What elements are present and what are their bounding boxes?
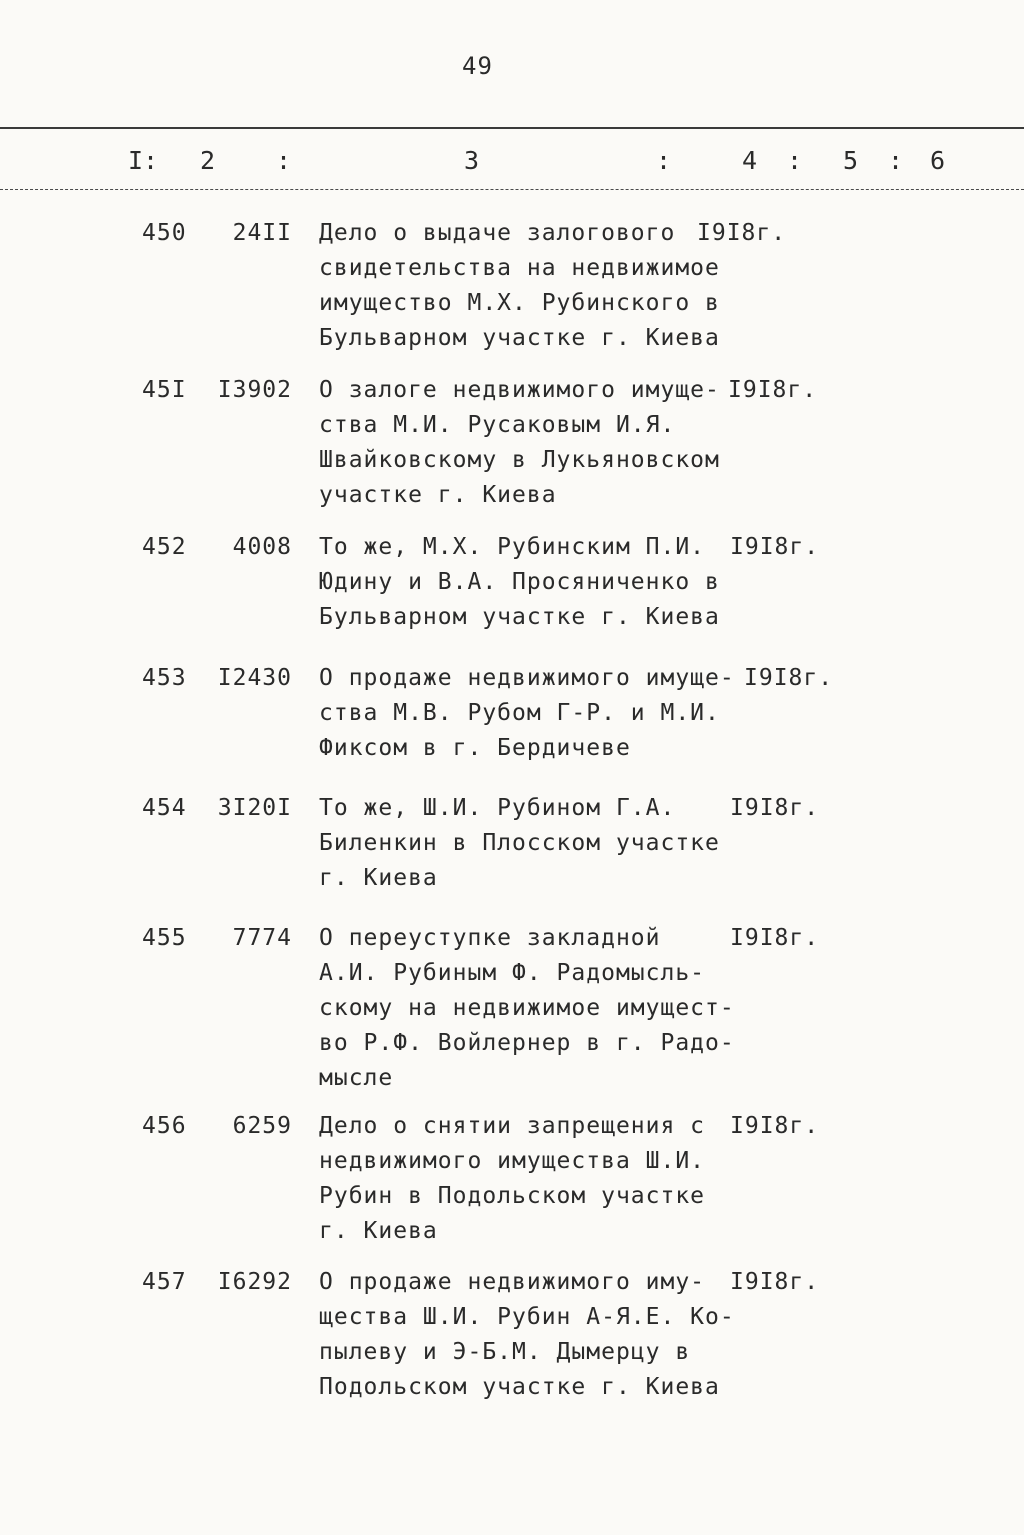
description-line: То же, М.Х. Рубинским П.И. [319, 534, 706, 560]
header-bottom-rule [0, 189, 1024, 190]
entry-number: 454 [142, 795, 187, 821]
entry-description [319, 1109, 739, 1249]
entry-year: I9I8г. [730, 534, 820, 560]
column-separator: : [787, 146, 803, 175]
description-line: скому на недвижимое имущест- [319, 995, 735, 1021]
column-header-5: 5 [843, 146, 859, 175]
entry-year: I9I8г. [730, 1113, 820, 1139]
entry-description [319, 216, 739, 356]
entry-code: 7774 [232, 925, 292, 951]
description-line: щества Ш.И. Рубин А-Я.Е. Ко- [319, 1304, 735, 1330]
entry-description [319, 373, 739, 513]
description-line: Юдину и В.А. Просяниченко в [319, 569, 720, 595]
description-line: О переуступке закладной [319, 925, 661, 951]
description-line: Бульварном участке г. Киева [319, 604, 720, 630]
entry-code: 24II [232, 220, 292, 246]
description-line: г. Киева [319, 865, 438, 891]
description-line: г. Киева [319, 1218, 438, 1244]
description-line: Подольском участке г. Киева [319, 1374, 720, 1400]
description-line: Бульварном участке г. Киева [319, 325, 720, 351]
entry-code: I6292 [217, 1269, 292, 1295]
entry-description [319, 661, 739, 766]
page-number: 49 [462, 52, 493, 80]
column-header-4: 4 [742, 146, 758, 175]
description-line: Швайковскому в Лукьяновском [319, 447, 720, 473]
description-line: ства М.И. Русаковым И.Я. [319, 412, 676, 438]
description-line: О залоге недвижимого имуще- [319, 377, 720, 403]
entry-number: 456 [142, 1113, 187, 1139]
entry-number: 457 [142, 1269, 187, 1295]
column-header-1: I: [128, 146, 159, 175]
entry-year: I9I8г. [744, 665, 834, 691]
entry-code: 3I20I [217, 795, 292, 821]
description-line: Фиксом в г. Бердичеве [319, 735, 631, 761]
entry-description [319, 791, 739, 896]
column-header-2: 2 [200, 146, 216, 175]
column-header-6: 6 [930, 146, 946, 175]
entry-number: 455 [142, 925, 187, 951]
entry-year: I9I8г. [730, 925, 820, 951]
description-line: А.И. Рубиным Ф. Радомысль- [319, 960, 706, 986]
entry-year: I9I8г. [730, 795, 820, 821]
entry-description [319, 921, 739, 1096]
column-separator: : [276, 146, 292, 175]
entry-number: 45I [142, 377, 187, 403]
description-line: Дело о выдаче залогового [319, 220, 676, 246]
entry-number: 453 [142, 665, 187, 691]
entry-number: 452 [142, 534, 187, 560]
description-line: имущество М.Х. Рубинского в [319, 290, 720, 316]
description-line: Биленкин в Плосском участке [319, 830, 720, 856]
entry-year: I9I8г. [728, 377, 818, 403]
entry-description [319, 1265, 739, 1405]
entry-code: 6259 [232, 1113, 292, 1139]
header-top-rule [0, 127, 1024, 129]
description-line: пылеву и Э-Б.М. Дымерцу в [319, 1339, 691, 1365]
entry-code: I3902 [217, 377, 292, 403]
description-line: во Р.Ф. Войлернер в г. Радо- [319, 1030, 735, 1056]
description-line: О продаже недвижимого иму- [319, 1269, 706, 1295]
entry-code: 4008 [232, 534, 292, 560]
entry-year: I9I8г. [730, 1269, 820, 1295]
description-line: То же, Ш.И. Рубином Г.А. [319, 795, 676, 821]
description-line: мысле [319, 1065, 394, 1091]
entry-code: I2430 [217, 665, 292, 691]
column-separator: : [888, 146, 904, 175]
column-separator: : [656, 146, 672, 175]
description-line: О продаже недвижимого имуще- [319, 665, 735, 691]
description-line: свидетельства на недвижимое [319, 255, 720, 281]
entry-number: 450 [142, 220, 187, 246]
description-line: участке г. Киева [319, 482, 557, 508]
description-line: ства М.В. Рубом Г-Р. и М.И. [319, 700, 720, 726]
description-line: недвижимого имущества Ш.И. [319, 1148, 706, 1174]
description-line: Рубин в Подольском участке [319, 1183, 706, 1209]
entry-description [319, 530, 739, 635]
column-header-3: 3 [464, 146, 480, 175]
entry-year: I9I8г. [697, 220, 787, 246]
description-line: Дело о снятии запрещения с [319, 1113, 706, 1139]
